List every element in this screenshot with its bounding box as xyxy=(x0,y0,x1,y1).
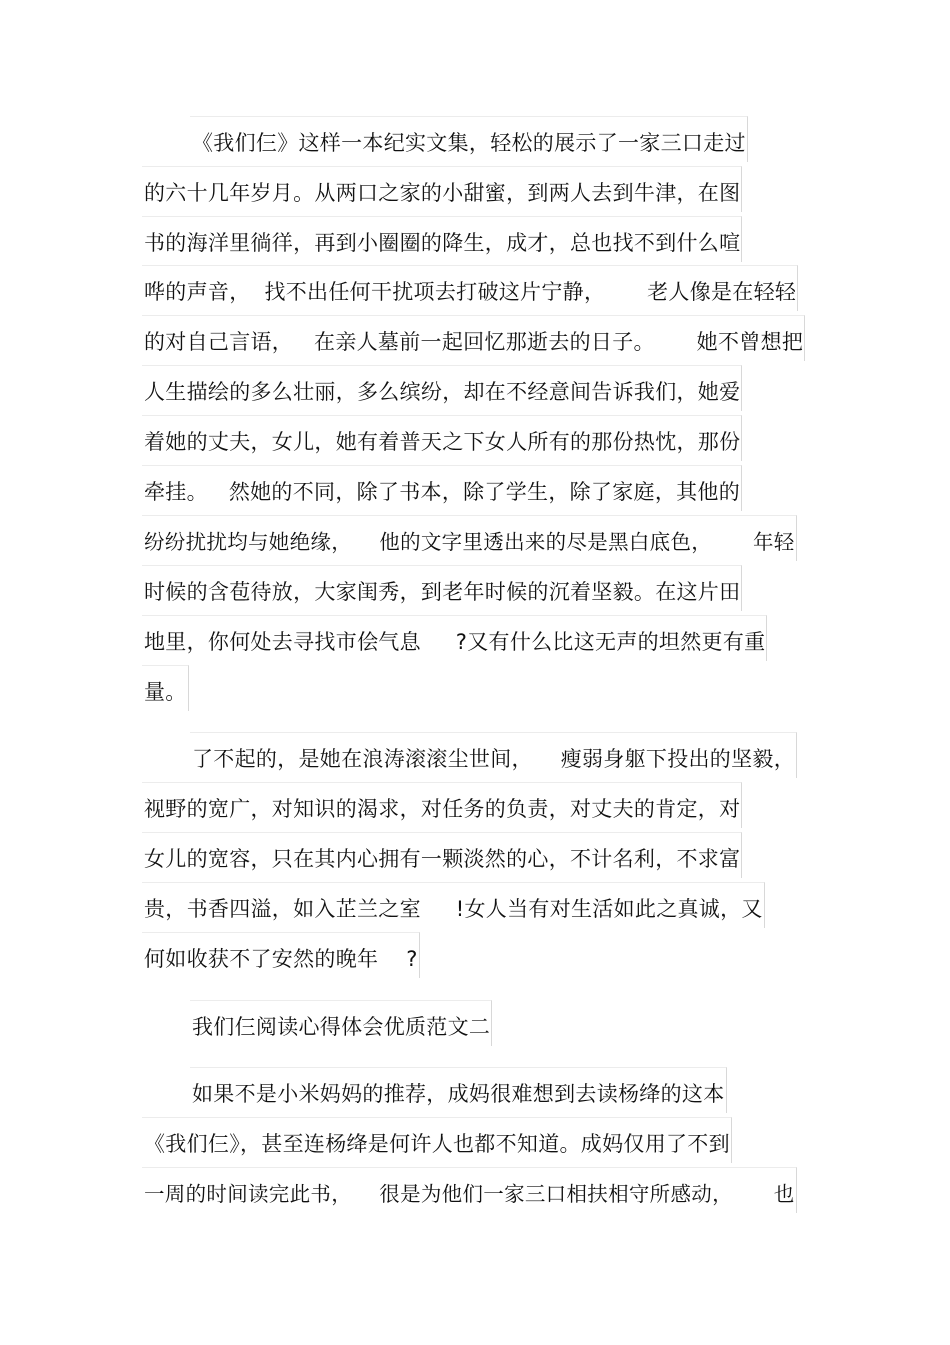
paragraph-line: 哗的声音， 找不出任何干扰项去打破这片宁静， 老人像是在轻轻 xyxy=(144,277,796,307)
paragraph-line: 了不起的，是她在浪涛滚滚尘世间， 瘦弱身躯下投出的坚毅， xyxy=(192,744,795,774)
paragraph-line: 地里，你何处去寻找市侩气息 ?又有什么比这无声的坦然更有重 xyxy=(144,627,765,657)
paragraph-line: 纷纷扰扰均与她绝缘， 他的文字里透出来的尽是黑白底色， 年轻 xyxy=(144,527,795,557)
paragraph-line: 《我们仨》这样一本纪实文集，轻松的展示了一家三口走过 xyxy=(192,128,746,158)
paragraph-line: 《我们仨》，甚至连杨绛是何许人也都不知道。成妈仅用了不到 xyxy=(144,1129,730,1159)
paragraph-line: 书的海洋里徜徉，再到小圈圈的降生，成才，总也找不到什么喧 xyxy=(144,228,740,258)
paragraph-line: 女儿的宽容，只在其内心拥有一颗淡然的心，不计名利，不求富 xyxy=(144,844,740,874)
paragraph-line: 何如收获不了安然的晚年 ? xyxy=(144,944,418,974)
section-heading: 我们仨阅读心得体会优质范文二 xyxy=(192,1012,490,1042)
paragraph-line: 的对自己言语， 在亲人墓前一起回忆那逝去的日子。 她不曾想把 xyxy=(144,327,803,357)
paragraph-line: 贵，书香四溢，如入芷兰之室 !女人当有对生活如此之真诚，又 xyxy=(144,894,763,924)
paragraph-line: 的六十几年岁月。从两口之家的小甜蜜，到两人去到牛津，在图 xyxy=(144,178,740,208)
paragraph-line: 量。 xyxy=(144,677,187,707)
paragraph-line: 时候的含苞待放，大家闺秀，到老年时候的沉着坚毅。在这片田 xyxy=(144,577,740,607)
paragraph-line: 如果不是小米妈妈的推荐，成妈很难想到去读杨绛的这本 xyxy=(192,1079,725,1109)
paragraph-line: 视野的宽广，对知识的渴求，对任务的负责，对丈夫的肯定，对 xyxy=(144,794,740,824)
paragraph-line: 牵挂。 然她的不同，除了书本，除了学生，除了家庭，其他的 xyxy=(144,477,740,507)
paragraph-line: 着她的丈夫，女儿，她有着普天之下女人所有的那份热忱，那份 xyxy=(144,427,740,457)
paragraph-line: 一周的时间读完此书， 很是为他们一家三口相扶相守所感动， 也 xyxy=(144,1179,795,1209)
paragraph-line: 人生描绘的多么壮丽，多么缤纷，却在不经意间告诉我们，她爱 xyxy=(144,377,740,407)
